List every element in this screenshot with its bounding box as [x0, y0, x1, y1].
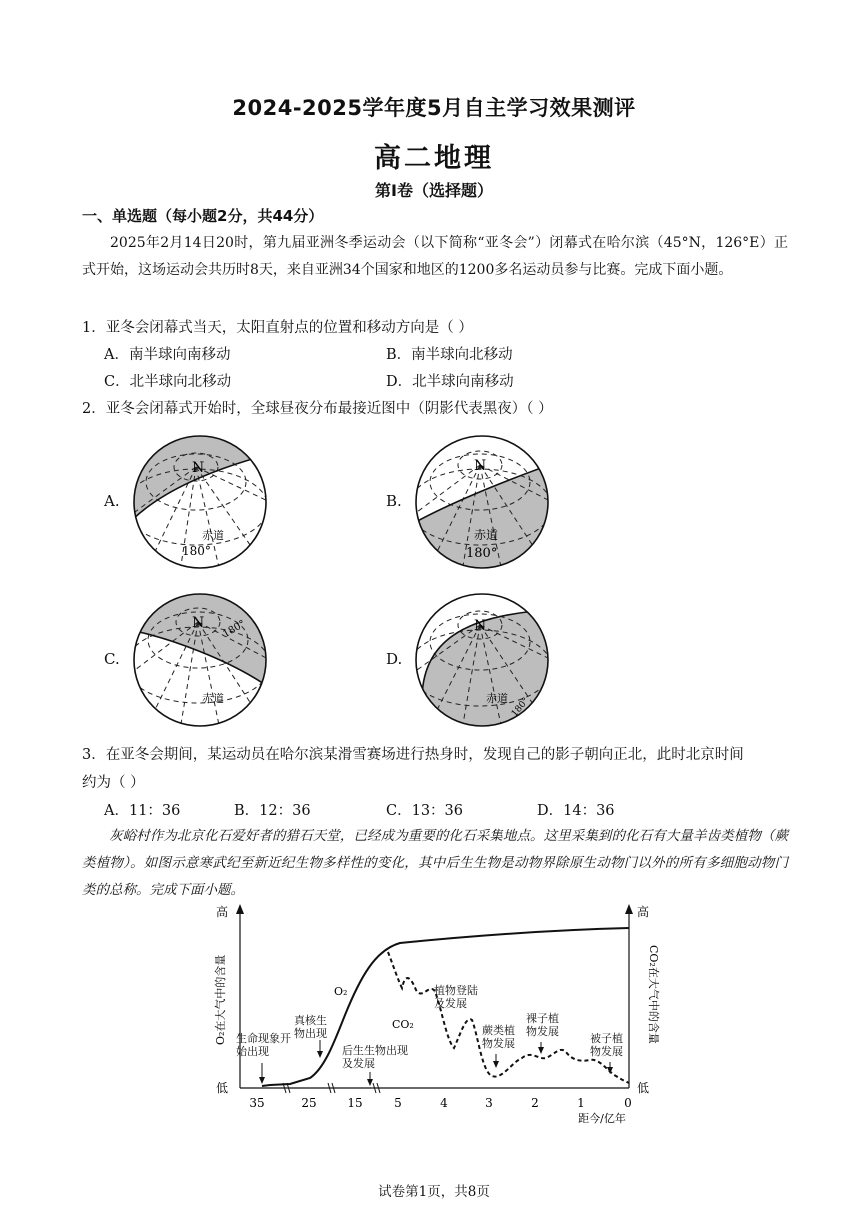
- y-label-left: O₂在大气中的含量: [214, 954, 227, 1045]
- annotation-arrowhead: [538, 1047, 544, 1054]
- question-3-stem-2: 约为（ ）: [82, 775, 145, 791]
- passage-2-text: 灰峪村作为北京化石爱好者的猎石天堂，已经成为重要的化石采集地点。这里采集到的化石有大量羊齿类植物（蕨类植物）。如图示意寒武纪至新近纪生物多样性的变化，其中后生生物是动物界除原生动物门以外的所有多细胞动物门类的总称。完成下面小题。: [82, 828, 788, 898]
- passage-1: [82, 230, 788, 284]
- annotation-arrowhead: [493, 1061, 499, 1068]
- q2-option-a-label[interactable]: A.: [104, 492, 120, 510]
- y-high-right: 高: [637, 905, 650, 919]
- meridian-label: 180°: [466, 546, 498, 561]
- question-1-stem: 1．亚冬会闭幕式当天，太阳直射点的位置和移动方向是（ ）: [82, 320, 473, 336]
- equator-label: 赤道: [202, 529, 224, 542]
- passage-2: [82, 823, 788, 904]
- y-high-left: 高: [216, 905, 229, 919]
- x-tick-label: 15: [347, 1096, 363, 1110]
- north-label: N: [192, 615, 205, 631]
- equator-label: 赤道: [486, 692, 508, 705]
- q3-option-b[interactable]: B．12：36: [234, 803, 311, 819]
- x-tick-label: 2: [531, 1096, 539, 1110]
- y-low-right: 低: [637, 1081, 650, 1095]
- q3-option-c[interactable]: C．13：36: [386, 803, 463, 819]
- q2-option-d-label[interactable]: D.: [386, 650, 403, 668]
- annotation-arrowhead: [259, 1077, 265, 1084]
- q3-option-d[interactable]: D．14：36: [537, 803, 615, 819]
- meridian-label: 180°: [182, 544, 211, 558]
- q3-option-a[interactable]: A．11：36: [104, 803, 181, 819]
- annotation-arrowhead: [317, 1051, 323, 1058]
- globe-b[interactable]: [412, 432, 552, 572]
- north-label: N: [192, 460, 205, 476]
- biodiversity-chart: [210, 900, 670, 1130]
- annotation-ferns: 蕨类植物发展: [482, 1024, 515, 1050]
- x-tick-label: 35: [249, 1096, 265, 1110]
- passage-1-text: 2025年2月14日20时，第九届亚洲冬季运动会（以下简称“亚冬会”）闭幕式在哈尔滨（45°N，126°E）正式开始，这场运动会共历时8天，来自亚洲34个国家和地区的1200多名运动员参与比赛。完成下面小题。: [82, 235, 788, 278]
- q2-option-c-label[interactable]: C.: [104, 650, 120, 668]
- y-label-right: CO₂在大气中的含量: [647, 945, 660, 1044]
- globe-c[interactable]: [130, 590, 270, 730]
- globe-a[interactable]: [130, 432, 270, 572]
- north-label: N: [474, 458, 487, 474]
- meridian-label: 180°: [221, 618, 248, 641]
- q1-option-c[interactable]: C．北半球向北移动: [104, 374, 232, 390]
- annotation-angiosperms: 被子植物发展: [590, 1032, 623, 1058]
- equator-label: 赤道: [474, 528, 499, 542]
- x-axis-label: 距今/亿年: [578, 1112, 626, 1125]
- annotation-gymnosperms: 裸子植物发展: [526, 1012, 559, 1038]
- exam-title: 2024-2025学年度5月自主学习效果测评: [232, 96, 636, 120]
- annotation-life-origin: 生命现象开始出现: [236, 1032, 291, 1058]
- meridian-label: 180°: [509, 696, 532, 720]
- section-heading: 一、单选题（每小题2分，共44分）: [82, 207, 324, 225]
- q1-option-a[interactable]: A．南半球向南移动: [104, 347, 231, 363]
- question-2-stem: 2．亚冬会闭幕式开始时，全球昼夜分布最接近图中（阴影代表黑夜）（ ）: [82, 401, 553, 417]
- equator-label: 赤道: [202, 692, 224, 705]
- q2-option-b-label[interactable]: B.: [386, 492, 402, 510]
- subject-title: 高二地理: [374, 143, 494, 174]
- y-low-left: 低: [216, 1081, 229, 1095]
- volume-title: 第I卷（选择题）: [375, 181, 493, 200]
- right-axis-arrow: [625, 904, 633, 914]
- annotation-metazoa: 后生生物出现及发展: [342, 1044, 408, 1070]
- q1-option-d[interactable]: D．北半球向南移动: [386, 374, 514, 390]
- annotation-land-plants: 植物登陆及发展: [434, 984, 478, 1010]
- x-tick-label: 1: [577, 1096, 585, 1110]
- q1-option-b[interactable]: B．南半球向北移动: [386, 347, 513, 363]
- series-co2-label: CO₂: [392, 1018, 414, 1031]
- x-tick-label: 3: [485, 1096, 493, 1110]
- left-axis-arrow: [236, 904, 244, 914]
- globe-d[interactable]: [412, 590, 552, 730]
- question-3-stem-1: 3．在亚冬会期间，某运动员在哈尔滨某滑雪赛场进行热身时，发现自己的影子朝向正北，此时北京时间: [82, 747, 744, 763]
- night-shadow: [130, 590, 270, 688]
- x-tick-label: 5: [394, 1096, 402, 1110]
- x-tick-label: 25: [301, 1096, 317, 1110]
- annotation-eukaryotes: 真核生物出现: [294, 1014, 327, 1040]
- north-label: N: [474, 618, 487, 634]
- page-footer: 试卷第1页，共8页: [378, 1184, 490, 1200]
- x-tick-label: 4: [440, 1096, 448, 1110]
- x-tick-label: 0: [624, 1096, 632, 1110]
- series-o2-label: O₂: [334, 985, 348, 998]
